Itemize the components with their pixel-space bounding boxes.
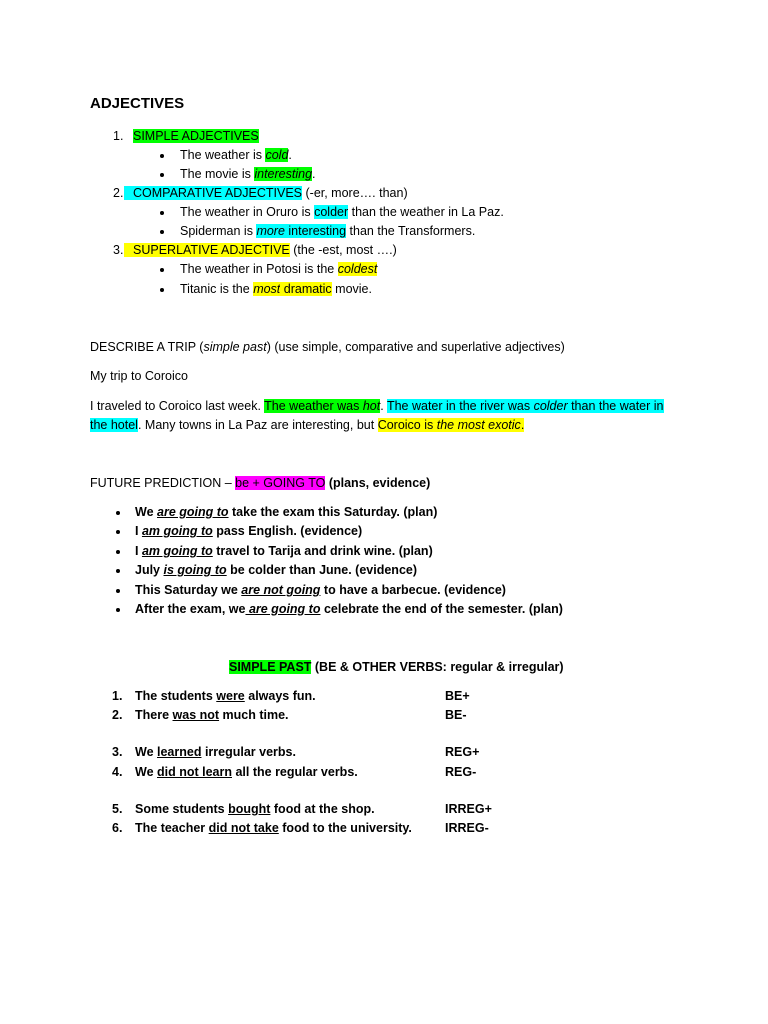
bullet-icon (116, 589, 120, 593)
past-item (135, 707, 289, 723)
past-item (135, 744, 296, 760)
category-tag: IRREG- (445, 821, 489, 835)
text: The teacher (135, 821, 209, 835)
bullet-icon (160, 288, 164, 292)
adjective-highlight: interesting (284, 224, 347, 238)
text: to have a barbecue. (evidence) (320, 583, 506, 597)
text: The students (135, 689, 217, 703)
text: much time. (219, 708, 289, 722)
bullet-icon (116, 569, 120, 573)
text: We (135, 745, 157, 759)
bullet-icon (160, 268, 164, 272)
verb-phrase: am going to (141, 544, 213, 558)
verb: bought (228, 802, 271, 816)
adjective-highlight: more (256, 224, 285, 238)
section-number: 2. (113, 186, 124, 200)
verb: did not learn (157, 765, 232, 779)
verb: learned (157, 745, 202, 759)
future-item (135, 582, 506, 598)
text: . Many towns in La Paz are interesting, but (137, 418, 378, 432)
adjective-highlight: dramatic (280, 282, 332, 296)
highlight (378, 418, 525, 432)
text: pass English. (evidence) (212, 524, 363, 538)
bullet-icon (116, 511, 120, 515)
text: colder (533, 399, 568, 413)
text: I traveled to Coroico last week. (90, 399, 265, 413)
text: Some students (135, 802, 229, 816)
highlight: SIMPLE PAST (229, 660, 312, 674)
past-item (135, 801, 375, 817)
text: The movie is (180, 167, 255, 181)
section-heading (124, 242, 397, 258)
category-tag: REG+ (445, 745, 480, 759)
text: ) (use simple, comparative and superlative adjectives) (266, 340, 565, 354)
text: The weather is (180, 148, 266, 162)
text: than the Transformers. (346, 224, 476, 238)
text: celebrate the end of the semester. (plan) (320, 602, 563, 616)
bullet-icon (160, 211, 164, 215)
heading-note: (-er, more…. than) (302, 186, 408, 200)
bullet-icon (160, 173, 164, 177)
adjective-highlight: colder (314, 205, 349, 219)
text: The weather in Potosi is the (180, 262, 338, 276)
highlight: be + GOING TO (235, 476, 326, 490)
example-line (180, 147, 292, 163)
adjective-highlight: cold (265, 148, 289, 162)
text: This Saturday we (135, 583, 242, 597)
page-title: ADJECTIVES (90, 95, 185, 112)
trip-paragraph-line-2 (90, 417, 524, 433)
verb: did not take (208, 821, 279, 835)
bullet-icon (160, 154, 164, 158)
highlight (264, 399, 380, 413)
text: than the weather in La Paz. (348, 205, 504, 219)
item-number: 4. (112, 765, 123, 779)
example-line (180, 281, 372, 297)
example-line (180, 166, 316, 182)
adjective-highlight: most (253, 282, 281, 296)
future-item (135, 523, 362, 539)
heading-highlight: SUPERLATIVE ADJECTIVE (124, 243, 290, 257)
bullet-icon (116, 550, 120, 554)
section-number: 1. (113, 129, 124, 143)
text: take the exam this Saturday. (plan) (228, 505, 438, 519)
highlight (387, 399, 664, 413)
text: Titanic is the (180, 282, 254, 296)
trip-subtitle: My trip to Coroico (90, 369, 188, 383)
item-number: 5. (112, 802, 123, 816)
text: Spiderman is (180, 224, 257, 238)
adjective-highlight: coldest (337, 262, 378, 276)
text: food at the shop. (270, 802, 375, 816)
text: (plans, evidence) (325, 476, 431, 490)
verb: were (216, 689, 245, 703)
example-line (180, 204, 504, 220)
text: always fun. (244, 689, 316, 703)
text: July (135, 563, 164, 577)
text: . (380, 399, 387, 413)
text: hot (362, 399, 381, 413)
category-tag: BE- (445, 708, 467, 722)
text: movie. (331, 282, 372, 296)
item-number: 6. (112, 821, 123, 835)
text: than the water in (567, 399, 664, 413)
text: I (135, 524, 142, 538)
heading-highlight: COMPARATIVE ADJECTIVES (124, 186, 302, 200)
past-item (135, 764, 358, 780)
text: Coroico is (377, 418, 437, 432)
text: The weather was (264, 399, 363, 413)
item-number: 3. (112, 745, 123, 759)
future-item (135, 601, 563, 617)
heading-highlight: SIMPLE ADJECTIVES (133, 129, 259, 143)
past-item (135, 820, 412, 836)
past-item (135, 688, 316, 704)
bullet-icon (116, 608, 120, 612)
past-heading (229, 659, 564, 675)
section-heading (124, 185, 408, 201)
bullet-icon (160, 230, 164, 234)
section-heading (133, 128, 259, 144)
future-item (135, 504, 437, 520)
verb-phrase: are going to (157, 505, 229, 519)
text: food to the university. (278, 821, 412, 835)
future-item (135, 562, 417, 578)
future-heading (90, 475, 430, 491)
future-item (135, 543, 433, 559)
text: DESCRIBE A TRIP ( (90, 340, 204, 354)
text: irregular verbs. (201, 745, 296, 759)
highlight: the hotel (90, 418, 138, 432)
bullet-icon (116, 530, 120, 534)
verb-phrase: am going to (141, 524, 213, 538)
text: all the regular verbs. (232, 765, 358, 779)
verb-phrase: are going to (245, 602, 321, 616)
text: After the exam, we (135, 602, 246, 616)
text: travel to Tarija and drink wine. (plan) (212, 544, 433, 558)
text: I (135, 544, 142, 558)
text: . (312, 167, 316, 181)
adjective-highlight: interesting (254, 167, 313, 181)
text: simple past (203, 340, 267, 354)
item-number: 1. (112, 689, 123, 703)
example-line (180, 261, 377, 277)
text: There (135, 708, 173, 722)
verb-phrase: is going to (163, 563, 227, 577)
example-line (180, 223, 475, 239)
text: be colder than June. (evidence) (226, 563, 418, 577)
text: The weather in Oruro is (180, 205, 315, 219)
text: We (135, 505, 157, 519)
verb: was not (172, 708, 220, 722)
category-tag: BE+ (445, 689, 470, 703)
trip-heading (90, 339, 565, 355)
category-tag: REG- (445, 765, 477, 779)
text: FUTURE PREDICTION – (90, 476, 236, 490)
text: The water in the river was (386, 399, 534, 413)
text: . (288, 148, 292, 162)
verb-phrase: are not going (241, 583, 321, 597)
trip-paragraph-line-1 (90, 398, 664, 414)
heading-note: (the -est, most ….) (289, 243, 397, 257)
section-number: 3. (113, 243, 124, 257)
item-number: 2. (112, 708, 123, 722)
text: . (520, 418, 525, 432)
category-tag: IRREG+ (445, 802, 492, 816)
text: the most exotic (436, 418, 521, 432)
text: (BE & OTHER VERBS: regular & irregular) (311, 660, 564, 674)
text: We (135, 765, 157, 779)
